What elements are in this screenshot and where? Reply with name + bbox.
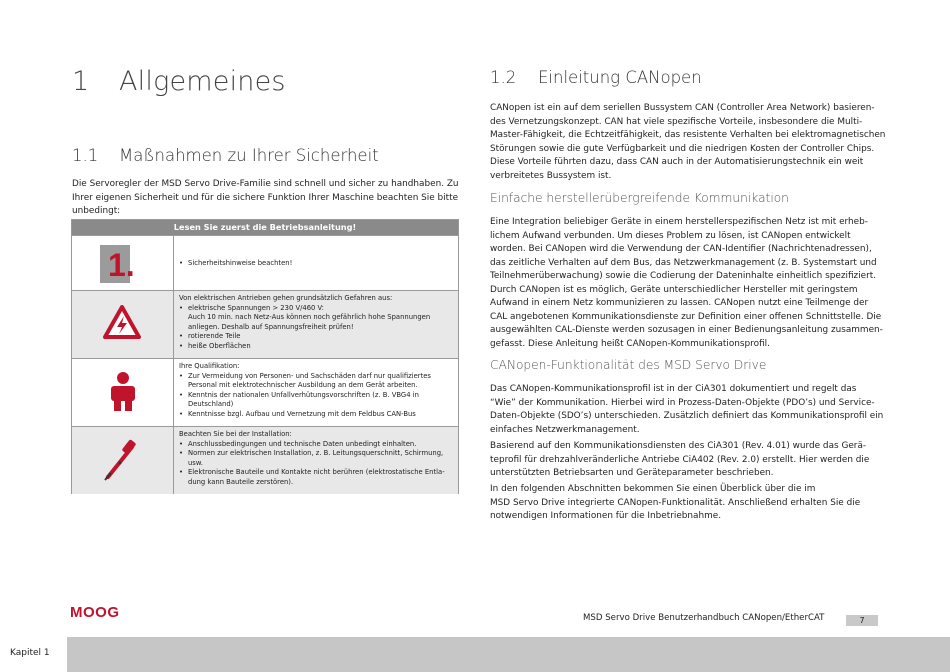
text-line: teprofil für drehzahlveränderliche Antriebe CiA402 (Rev. 2.0) erstellt. Hier werden die [490,454,870,465]
bullet-line: • Elektronische Bauteile und Kontakte nicht berühren (elektrostatische Entla- [179,468,452,478]
section-title: Einleitung CANopen [538,68,702,87]
bullet-line: • Anschlussbedingungen und technische Daten unbedingt einhalten. [179,440,452,450]
safety-table [71,219,459,494]
text-line: Master-Fähigkeit, die Echtzeitfähigkeit, das resistente Verhalten bei elektromagnetischen [490,130,886,140]
row-text [179,430,452,487]
funktionalitaet-p3 [490,483,890,524]
text-line: MSD Servo Drive integrierte CANopen-Funktionalität. Anschließend erhalten Sie die [490,497,861,508]
svg-text:1.: 1. [108,247,135,283]
document-title: MSD Servo Drive Benutzerhandbuch CANopen/EtherCAT [583,613,825,623]
text-line: ausgewählten CAL-Dienste werden sozusagen in einer Bedienungsanleitung zusammen- [490,325,883,335]
text-line: Aufwand in einem Netz kommunizieren zu lassen. CANopen nutzt eine Teilmenge der [490,298,869,308]
bullet-line: • Sicherheitshinweise beachten! [179,259,452,269]
text-line: Auch 10 min. nach Netz-Aus können noch gefährlich hohe Spannungen [188,313,431,321]
text-line: Basierend auf den Kommunikationsdiensten des CiA301 (Rev. 4.01) wurde das Gerä- [490,441,867,451]
bottom-bar [0,637,950,672]
text-line: Deutschland) [188,400,234,408]
safety-row-voltage [72,290,458,358]
safety-row-qualification [72,358,458,426]
text-line: CAL angebotenen Kommunikationsdienste zur Definition einer offenen Schnittstelle. Die [490,311,882,322]
text-line: Störungen sowie die gute Verfügbarkeit und die niedrigen Kosten der Controller Chips. [490,143,875,154]
text-line: einfaches Netzwerkmanagement. [490,424,640,435]
row-text [179,294,452,351]
text-line: Diese Vorteile führten dazu, dass CAN auch in der Automatisierungstechnik ein weit [490,157,864,167]
text-line: Die Servoregler der MSD Servo Drive-Familie sind schnell und sicher zu handhaben. Zu [72,179,459,189]
text-line: unterstützten Betriebsarten und Geräteparameter beschrieben. [490,468,774,478]
text-line: notwendigen Informationen für die Inbetriebnahme. [490,511,722,521]
text-line: unbedingt: [72,206,121,216]
text-line: Das CANopen-Kommunikationsprofil ist in der CiA301 dokumentiert und regelt das [490,384,857,394]
text-line: usw. [188,458,203,467]
qualified-person-icon [108,372,138,412]
row-text [179,259,452,269]
text-line: Von elektrischen Antrieben gehen grundsätzlich Gefahren aus: [179,294,393,302]
text-line: Personal mit elektrotechnischer Ausbildung an dem Gerät arbeiten. [188,381,418,389]
bullet-line: • heiße Oberflächen [179,342,452,352]
section-1-2-intro [490,102,890,183]
bullet-line: • rotierende Teile [179,332,452,342]
manual-first-icon [100,245,140,283]
funktionalitaet-p2 [490,440,890,481]
section-number: 1.1 [72,146,99,165]
subheading-funktionalitaet: CANopen-Funktionalität des MSD Servo Drive [490,358,767,372]
text-line: Eine Integration beliebiger Geräte in einem herstellerspezifischen Netz ist mit erheb- [490,217,868,227]
safety-table-header: Lesen Sie zuerst die Betriebsanleitung! [72,220,458,235]
text-line: gefasst. Diese Anleitung heißt CANopen-Kommunikationsprofil. [490,338,770,349]
text-line: worden. Bei CANopen wird die Verwendung der CAN-Identifier (Nachrichtenadressen), [490,244,872,254]
bullet-line: • Kenntnis der nationalen Unfallverhütungsvorschriften (z. B. VBG4 in [179,391,452,401]
bullet-line: • Kenntnisse bzgl. Aufbau und Vernetzung mit dem Feldbus CAN-Bus [179,410,452,420]
icon-cell [72,236,174,290]
chapter-title: Allgemeines [119,66,286,97]
text-line: Daten-Objekte (SDO’s) unterschieden. Zusätzlich definiert das Kommunikationsprofil ein [490,411,884,421]
moog-logo: MOOG [70,604,120,621]
bullet-line: • Zur Vermeidung von Personen- und Sachschäden darf nur qualifiziertes [179,372,452,382]
section-heading-1-1 [72,146,379,165]
installation-screwdriver-icon [102,439,142,483]
bullet-line: • Normen zur elektrischen Installation, z. B. Leitungsquerschnitt, Schirmung, [179,449,452,459]
text-line: In den folgenden Abschnitten bekommen Sie einen Überblick über die im [490,484,816,494]
text-line: “Wie” der Kommunikation. Hierbei wird in Prozess-Daten-Objekte (PDO’s) und Service- [490,397,875,408]
section-1-1-intro [72,178,462,219]
page-number: 7 [846,615,878,626]
text-line: dung kann Bauteile zerstören). [188,477,294,486]
section-heading-1-2 [490,68,702,87]
section-number: 1.2 [490,68,517,87]
text-line: Teilnehmerüberwachung) sowie die Codierung der Dateninhalte einheitlich spezifiziert. [490,271,877,281]
text-line: Ihrer eigenen Sicherheit und für die sichere Funktion Ihrer Maschine beachten Sie bitte [72,192,459,203]
text-line: Ihre Qualifikation: [179,362,240,370]
icon-cell [72,427,174,494]
row-text [179,362,452,419]
high-voltage-warning-icon [103,305,141,339]
chapter-number: 1 [72,66,90,97]
chapter-heading [72,66,286,97]
section-title: Maßnahmen zu Ihrer Sicherheit [119,146,379,165]
text-line: das zeitliche Verhalten auf dem Bus, das Netzwerkmanagement (z. B. Systemstart und [490,257,877,268]
text-line: des Vernetzungskonzept. CAN hat viele spezifische Vorteile, insbesondere die Multi- [490,116,863,127]
funktionalitaet-p1 [490,383,890,437]
icon-cell [72,359,174,426]
text-line: lichem Aufwand verbunden. Um dieses Problem zu lösen, ist CANopen entwickelt [490,230,851,241]
text-line: Durch CANopen ist es möglich, Geräte unterschiedlicher Hersteller mit geringstem [490,284,858,295]
text-line: CANopen ist ein auf dem seriellen Bussystem CAN (Controller Area Network) basieren- [490,103,875,113]
subheading-kommunikation: Einfache herstellerübergreifende Kommunikation [490,191,789,205]
safety-row-manual [72,235,458,290]
kommunikation-text [490,216,890,351]
bullet-line: • elektrische Spannungen > 230 V/460 V: [179,304,452,314]
text-line: anliegen. Deshalb auf Spannungsfreiheit prüfen! [188,322,354,331]
icon-cell [72,291,174,358]
chapter-label: Kapitel 1 [10,648,50,658]
text-line: verbreitetes Bussystem ist. [490,170,612,181]
text-line: Beachten Sie bei der Installation: [179,430,292,438]
safety-row-installation [72,426,458,494]
